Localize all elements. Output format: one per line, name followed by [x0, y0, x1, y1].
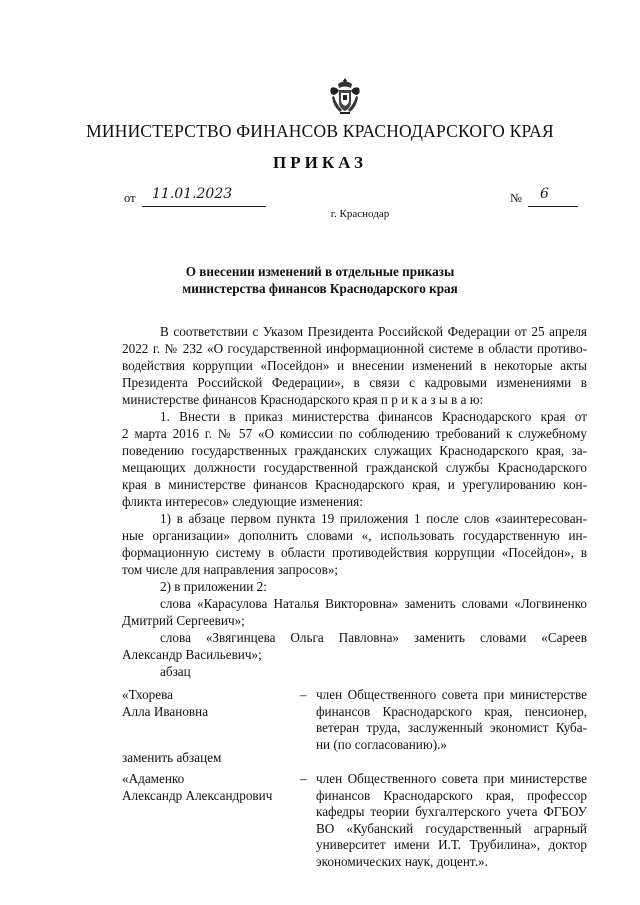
coat-of-arms-icon: [328, 76, 362, 116]
name-line: Александр Александрович: [122, 787, 273, 803]
desc-line: экономических наук, доцент.».: [316, 853, 488, 869]
body-line: ные организации» дополнить словами «, использовать государственную ин-: [122, 528, 587, 543]
subject-line: О внесении изменений в отдельные приказы: [185, 264, 455, 279]
number-prefix: №: [510, 191, 522, 205]
body-line: Александр Васильевич»;: [122, 647, 262, 662]
desc-line: кафедры теории бухгалтерского учета ФГБОУ: [316, 804, 587, 819]
order-subject: [0, 263, 640, 297]
order-number: 6: [540, 186, 549, 202]
body-line: слова «Звягинцева Ольга Павловна» заменить словами «Сареев: [160, 630, 587, 645]
body-line: поведению государственных гражданских служащих Краснодарского края, за-: [122, 443, 587, 458]
entry-old-description: [316, 687, 587, 753]
body-line: водействия коррупции «Посейдон» и внесении изменений в некоторые акты: [122, 358, 587, 373]
subject-line: министерства финансов Краснодарского края: [182, 281, 458, 296]
entry-new-name: [122, 771, 297, 804]
entry-new-dash: –: [300, 771, 307, 786]
date-prefix: от: [124, 191, 136, 205]
body-line: формационную систему в области противодействия коррупции «Посейдон», в: [122, 545, 587, 560]
name-line: «Адаменко: [122, 771, 185, 786]
body-line: министерстве финансов Краснодарского края п р и к а з ы в а ю:: [122, 392, 484, 407]
desc-line: ни (по согласованию).»: [316, 736, 447, 752]
entry-new-description: [316, 771, 587, 870]
desc-line: ветеран труда, заслуженный экономист Куба-: [316, 720, 587, 735]
body-line: том числе для направления запросов»;: [122, 562, 339, 577]
desc-line: университет имени И.Т. Трубилина», доктор: [316, 837, 587, 852]
entry-old-dash: –: [300, 687, 307, 702]
ministry-name: МИНИСТЕРСТВО ФИНАНСОВ КРАСНОДАРСКОГО КРАЯ: [86, 121, 554, 141]
body-line: фликта интересов» следующие изменения:: [122, 494, 363, 509]
replace-label: заменить абзацем: [122, 750, 222, 765]
body-line: 2 марта 2016 г. № 57 «О комиссии по соблюдению требований к служебному: [122, 426, 587, 441]
body-line: 1. Внести в приказ министерства финансов Краснодарского края от: [160, 409, 587, 424]
body-line: слова «Карасулова Наталья Викторовна» заменить словами «Логвиненко: [160, 596, 587, 611]
city: г. Краснодар: [330, 208, 390, 220]
body-line: В соответствии с Указом Президента Российской Федерации от 25 апреля: [160, 324, 587, 339]
body-line: абзац: [160, 664, 191, 679]
body-line: 2022 г. № 232 «О государственной информационной системе в области противо-: [122, 341, 587, 356]
body-line: Президента Российской Федерации», в связи с кадровыми изменениями в: [122, 375, 587, 390]
body-line: 2) в приложении 2:: [160, 579, 267, 594]
entry-old-name: [122, 687, 292, 720]
order-date: 11.01.2023: [152, 186, 233, 202]
desc-line: член Общественного совета при министерстве: [316, 687, 587, 702]
desc-line: финансов Краснодарского края, профессор: [316, 787, 587, 803]
desc-line: ВО «Кубанский государственный аграрный: [316, 820, 587, 836]
body-line: мещающих должности государственной гражданской службы Краснодарского: [122, 460, 587, 475]
body-line: Дмитрий Сергеевич»;: [122, 613, 245, 628]
desc-line: финансов Краснодарского края, пенсионер,: [316, 703, 587, 719]
name-line: «Тхорева: [122, 687, 174, 702]
body-line: края в министерстве финансов Краснодарского края, и урегулированию кон-: [122, 477, 587, 492]
document-type: ПРИКАЗ: [273, 153, 367, 172]
body-line: 1) в абзаце первом пункта 19 приложения 1 после слов «заинтересован-: [160, 511, 587, 526]
name-line: Алла Ивановна: [122, 703, 209, 719]
desc-line: член Общественного совета при министерстве: [316, 771, 587, 786]
number-underline: [528, 188, 578, 207]
